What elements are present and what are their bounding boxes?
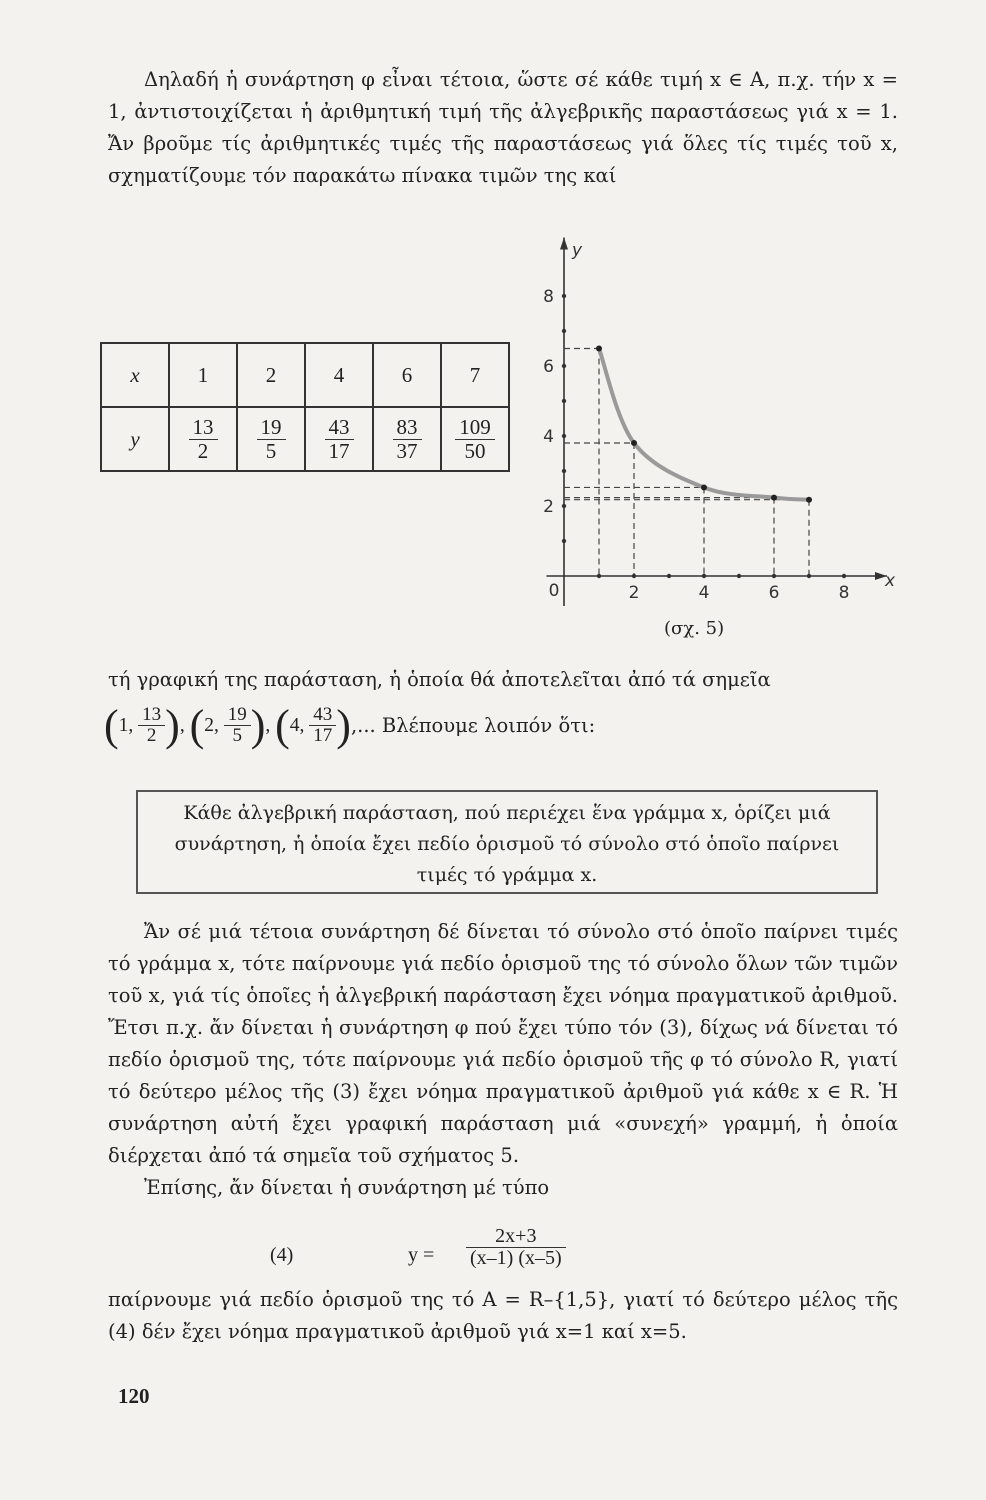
x-tick-label-4: 4 bbox=[698, 583, 710, 603]
paragraph-domain bbox=[108, 916, 898, 1204]
table-x-label: x bbox=[101, 343, 169, 407]
point-1-den: 2 bbox=[146, 725, 157, 746]
y1-numerator: 13 bbox=[189, 416, 218, 439]
y4-numerator: 83 bbox=[393, 416, 422, 439]
x-tick-label-2: 2 bbox=[628, 583, 640, 603]
formula-label: (4) bbox=[270, 1244, 294, 1266]
table-cell-y5 bbox=[441, 407, 509, 471]
data-point-4 bbox=[771, 495, 777, 501]
point-3-num: 43 bbox=[309, 705, 336, 726]
table-cell-x1: 1 bbox=[169, 343, 237, 407]
x-tick-label-8: 8 bbox=[838, 583, 850, 603]
formula-lhs: y = bbox=[408, 1244, 435, 1266]
table-cell-x3: 4 bbox=[305, 343, 373, 407]
graph-curve bbox=[599, 349, 809, 500]
y5-denominator: 50 bbox=[464, 438, 486, 463]
paragraph-points-intro: τή γραφική της παράσταση, ἡ ὁποία θά ἀποτελεῖται ἀπό τά σημεῖα bbox=[108, 668, 771, 691]
paren-close-3: ) bbox=[336, 701, 351, 750]
y-tick-mark-2 bbox=[562, 504, 566, 508]
points-list bbox=[104, 700, 904, 770]
point-2-num: 19 bbox=[224, 705, 251, 726]
y-tick-mark-1 bbox=[562, 539, 566, 543]
table-row-y bbox=[101, 407, 509, 471]
x-tick-label-6: 6 bbox=[768, 583, 780, 603]
y5-numerator: 109 bbox=[455, 416, 495, 439]
x-tick-mark-5 bbox=[737, 574, 741, 578]
formula-numerator: 2x+3 bbox=[466, 1226, 566, 1248]
point-1-x: 1, bbox=[118, 714, 134, 736]
y3-denominator: 17 bbox=[328, 438, 350, 463]
y2-numerator: 19 bbox=[257, 416, 286, 439]
y-tick-mark-3 bbox=[562, 469, 566, 473]
origin-label: 0 bbox=[548, 581, 560, 601]
graph-points bbox=[596, 346, 812, 503]
table-cell-y2 bbox=[237, 407, 305, 471]
y-tick-label-4: 4 bbox=[543, 427, 554, 447]
paren-close-1: ) bbox=[165, 701, 180, 750]
data-point-3 bbox=[701, 484, 707, 490]
x-tick-mark-7 bbox=[807, 574, 811, 578]
point-2-x: 2, bbox=[204, 714, 219, 736]
x-tick-mark-4 bbox=[702, 574, 706, 578]
y-tick-mark-6 bbox=[562, 364, 566, 368]
y4-denominator: 37 bbox=[396, 438, 418, 463]
table-cell-x5: 7 bbox=[441, 343, 509, 407]
x-tick-mark-8 bbox=[842, 574, 846, 578]
point-3-x: 4, bbox=[289, 714, 305, 736]
data-point-1 bbox=[596, 346, 602, 352]
y2-denominator: 5 bbox=[265, 438, 277, 463]
paragraph-also: Ἐπίσης, ἄν δίνεται ἡ συνάρτηση μέ τύπο bbox=[144, 1176, 550, 1199]
y-tick-label-8: 8 bbox=[543, 287, 554, 307]
data-point-2 bbox=[631, 440, 637, 446]
y3-numerator: 43 bbox=[325, 416, 354, 439]
table-cell-x4: 6 bbox=[373, 343, 441, 407]
table-cell-x2: 2 bbox=[237, 343, 305, 407]
paragraph-domain-example: παίρνουμε γιά πεδίο ὁρισμοῦ της τό A = R–{1,5}, γιατί τό δεύτερο μέλος τῆς (4) δέν ἔχει νόημα πραγματικοῦ ἀριθμοῦ γιά x=1 καί x=5. bbox=[108, 1288, 898, 1343]
values-table bbox=[100, 342, 510, 472]
figure-caption: (σχ. 5) bbox=[664, 618, 725, 639]
graph-guide-lines bbox=[564, 349, 809, 577]
table-cell-y3 bbox=[305, 407, 373, 471]
table-y-label: y bbox=[101, 407, 169, 471]
paren-open-3: ( bbox=[275, 701, 290, 750]
x-tick-mark-1 bbox=[597, 574, 601, 578]
graph-ticks bbox=[543, 287, 849, 603]
x-tick-mark-2 bbox=[632, 574, 636, 578]
paragraph-domain-text: Ἄν σέ μιά τέτοια συνάρτηση δέ δίνεται τό σύνολο στό ὁποῖο παίρνει τιμές τό γράμμα x, τότε παίρνουμε γιά πεδίο ὁρισμοῦ της τό σύνολο ὅλων τῶν τιμῶν τοῦ x, γιά τίς ὁποῖες ἡ ἀλγεβρική παράσταση ἔχει νόημα πραγματικοῦ ἀριθμοῦ. Ἔτσι π.χ. ἄν δίνεται ἡ συνάρτηση φ πού ἔχει τύπο τόν (3), δίχως νά δίνεται τό πεδίο ὁρισμοῦ της, τότε παίρνουμε γιά πεδίο ὁρισμοῦ τῆς φ τό σύνολο R, γιατί τό δεύτερο μέλος τῆς (3) ἔχει νόημα πραγματικοῦ ἀριθμοῦ γιά κάθε x ∈ R. Ἡ συνάρτηση αὐτή ἔχει γραφική παράσταση μιά «συνεχή» γραμμή, ἡ ὁποία διέρχεται ἀπό τά σημεῖα τοῦ σχήματος 5. bbox=[108, 920, 898, 1167]
y-tick-label-6: 6 bbox=[543, 357, 554, 377]
paren-close-2: ) bbox=[250, 701, 266, 750]
point-sep-1: , bbox=[179, 714, 185, 736]
table-cell-y4 bbox=[373, 407, 441, 471]
formula-denominator: (x–1) (x–5) bbox=[470, 1247, 562, 1269]
paren-open-2: ( bbox=[189, 701, 205, 750]
y-tick-mark-7 bbox=[562, 329, 566, 333]
formula-4 bbox=[270, 1226, 670, 1286]
point-2-den: 5 bbox=[232, 725, 242, 746]
y-tick-label-2: 2 bbox=[543, 497, 554, 517]
y-tick-mark-8 bbox=[562, 294, 566, 298]
table-cell-y1 bbox=[169, 407, 237, 471]
y-axis-arrow bbox=[560, 238, 568, 250]
point-sep-2: , bbox=[265, 714, 271, 736]
x-tick-mark-3 bbox=[667, 574, 671, 578]
points-tail-text: ,... Βλέπουμε λοιπόν ὅτι: bbox=[350, 714, 596, 737]
point-3-den: 17 bbox=[313, 725, 333, 746]
y-axis-label: y bbox=[572, 240, 583, 261]
paren-open-1: ( bbox=[104, 701, 119, 750]
function-graph bbox=[520, 228, 900, 618]
y1-denominator: 2 bbox=[197, 438, 209, 463]
y-tick-mark-5 bbox=[562, 399, 566, 403]
boxed-statement: Κάθε ἀλγεβρική παράσταση, πού περιέχει ἕνα γράμμα x, ὁρίζει μιά συνάρτηση, ἡ ὁποία ἔχει πεδίο ὁρισμοῦ τό σύνολο στό ὁποῖο παίρνει τιμές τό γράμμα x. bbox=[136, 790, 878, 894]
page-number: 120 bbox=[118, 1384, 150, 1408]
y-tick-mark-4 bbox=[562, 434, 566, 438]
x-tick-mark-6 bbox=[772, 574, 776, 578]
table-row-x bbox=[101, 343, 509, 407]
data-point-5 bbox=[806, 497, 812, 503]
x-axis-label: x bbox=[885, 571, 896, 591]
point-1-num: 13 bbox=[138, 705, 165, 726]
paragraph-intro: Δηλαδή ἡ συνάρτηση φ εἶναι τέτοια, ὥστε σέ κάθε τιμή x ∈ A, π.χ. τήν x = 1, ἀντιστοιχίζεται ἡ ἀριθμητική τιμή τῆς ἀλγεβρικῆς παραστάσεως γιά x = 1. Ἄν βροῦμε τίς ἀριθμητικές τιμές τῆς παραστάσεως γιά ὅλες τίς τιμές τοῦ x, σχηματίζουμε τόν παρακάτω πίνακα τιμῶν της καί bbox=[108, 68, 898, 187]
